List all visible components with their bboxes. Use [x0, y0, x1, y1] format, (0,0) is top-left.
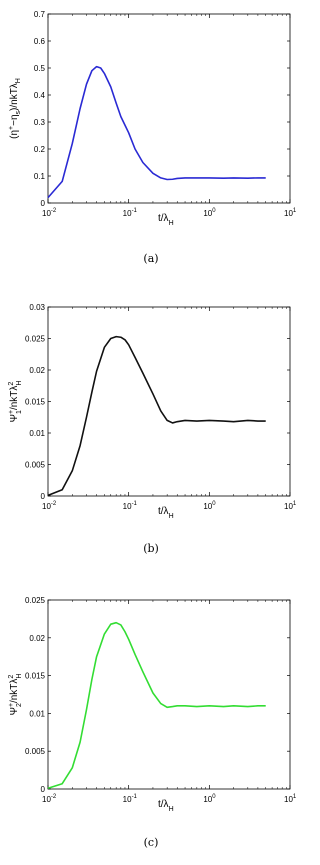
- y-tick-label: 0.015: [24, 397, 45, 407]
- y-tick-label: 0.02: [29, 366, 45, 375]
- y-axis-label: $(\eta^+-\eta_s)/nkT\lambda_H$: [8, 78, 22, 139]
- x-tick-label: $10^{-2}$: [42, 794, 57, 804]
- panel-caption: (a): [143, 252, 159, 265]
- y-tick-label: 0.01: [29, 709, 45, 719]
- y-tick-label: 0.4: [33, 91, 45, 100]
- panel-caption: (c): [143, 836, 159, 849]
- y-tick-label: 0.7: [33, 10, 45, 19]
- panel-caption: (b): [143, 542, 159, 555]
- x-tick-label: $10^{-2}$: [42, 501, 57, 511]
- chart-panel-a: [8, 10, 297, 265]
- series-line: [48, 623, 266, 789]
- x-tick-label: $10^{-2}$: [42, 208, 57, 218]
- x-tick-label: $10^1$: [284, 208, 297, 218]
- x-axis-label: $t/\lambda_H$: [158, 506, 174, 520]
- y-tick-label: 0.6: [33, 37, 45, 46]
- y-tick-label: 0: [40, 199, 45, 208]
- y-tick-label: 0.025: [24, 334, 45, 344]
- x-tick-label: $10^1$: [284, 794, 297, 804]
- x-axis-label: $t/\lambda_H$: [158, 213, 174, 227]
- chart-panel-c: [8, 596, 297, 849]
- series-line: [48, 67, 266, 198]
- plot-frame: [48, 600, 290, 789]
- y-tick-label: 0.5: [33, 64, 45, 73]
- x-tick-label: $10^{-1}$: [122, 208, 137, 218]
- plot-frame: [48, 14, 290, 203]
- plot-frame: [48, 307, 290, 496]
- y-tick-label: 0.02: [29, 633, 45, 643]
- chart-panel-b: [8, 303, 297, 555]
- y-tick-label: 0: [40, 785, 45, 794]
- x-axis-label: $t/\lambda_H$: [158, 799, 174, 813]
- x-tick-label: $10^{-1}$: [122, 501, 137, 511]
- y-tick-label: 0.2: [33, 145, 45, 154]
- y-tick-label: 0.015: [24, 671, 45, 681]
- y-tick-label: 0.3: [33, 118, 45, 127]
- y-tick-label: 0: [40, 492, 45, 501]
- series-line: [48, 337, 266, 496]
- y-tick-label: 0.1: [33, 172, 45, 181]
- x-tick-label: $10^1$: [284, 501, 297, 511]
- y-tick-label: 0.025: [24, 596, 45, 605]
- x-tick-label: $10^0$: [203, 794, 216, 804]
- y-axis-label: Ψ+1/nkTλ$^2$H: [8, 380, 23, 423]
- y-axis-label: Ψ+2/nkTλ$^2$H: [8, 673, 23, 716]
- x-tick-label: $10^0$: [203, 501, 216, 511]
- y-tick-label: 0.005: [24, 460, 45, 470]
- y-tick-label: 0.005: [24, 747, 45, 757]
- y-tick-label: 0.01: [29, 429, 45, 438]
- x-tick-label: $10^{-1}$: [122, 794, 137, 804]
- y-tick-label: 0.03: [29, 303, 45, 312]
- x-tick-label: $10^0$: [203, 208, 216, 218]
